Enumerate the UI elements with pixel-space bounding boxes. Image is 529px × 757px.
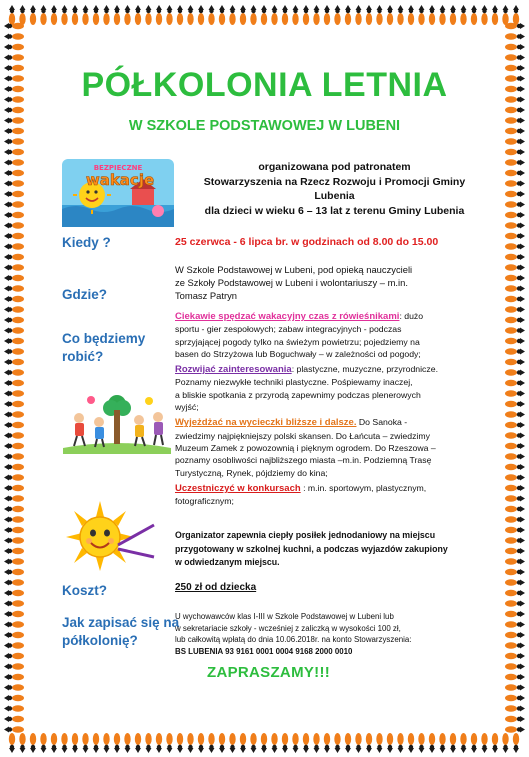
border-motif [366,733,372,753]
border-motif [145,733,151,753]
border-motif [40,733,46,753]
border-motif [51,5,57,25]
border-motif [502,733,508,753]
border-motif [271,5,277,25]
border-motif [4,138,24,144]
border-motif [229,733,235,753]
border-motif [505,705,525,711]
activity-text: sportu - gier zespołowych; zabaw integracyjnych - podczas [175,324,402,335]
border-motif [505,180,525,186]
border-motif [4,23,24,29]
border-motif [4,621,24,627]
border-motif [4,590,24,596]
border-motif [324,733,330,753]
border-motif [250,5,256,25]
border-motif [505,306,525,312]
border-motif [61,5,67,25]
border-motif [418,5,424,25]
border-motif [103,733,109,753]
border-motif [4,401,24,407]
border-motif [4,233,24,239]
border-motif [460,733,466,753]
border-motif [30,5,36,25]
border-motif [505,506,525,512]
border-motif [505,380,525,386]
border-motif [261,5,267,25]
border-motif [4,306,24,312]
border-motif [505,569,525,575]
border-motif [505,390,525,396]
border-motif [505,537,525,543]
activity-text: Poznamy niezwykłe techniki plastyczne. Pośpiewamy inaczej, [175,377,413,388]
border-motif [145,5,151,25]
border-motif [4,495,24,501]
border-motif [271,733,277,753]
border-motif [4,327,24,333]
border-motif [505,579,525,585]
border-motif [505,243,525,249]
border-motif [505,474,525,480]
question-how [62,614,179,650]
activity-text: fotograficznym; [175,496,234,507]
border-motif [505,222,525,228]
border-motif [505,726,525,732]
border-motif [450,733,456,753]
border-motif [240,5,246,25]
border-motif [208,5,214,25]
border-motif [177,733,183,753]
organizer-line: w odwiedzanym miejscu. [175,557,280,567]
border-motif [505,590,525,596]
intro-line: Lubenia [314,190,355,202]
border-motif [505,611,525,617]
border-motif [376,5,382,25]
activity-text: : m.in. sportowym, plastycznym, [300,482,427,493]
border-motif [198,733,204,753]
border-motif [505,464,525,470]
border-motif [505,485,525,491]
border-motif [4,191,24,197]
border-motif [166,5,172,25]
question-how-line: półkolonię? [62,633,138,648]
border-motif [4,369,24,375]
border-motif [366,5,372,25]
border-motif [51,733,57,753]
border-motif [492,733,498,753]
border-motif [229,5,235,25]
border-motif [505,23,525,29]
border-motif [261,733,267,753]
border-motif [4,222,24,228]
question-what-line: Co będziemy [62,331,146,346]
where-block [175,263,495,302]
border-motif [471,5,477,25]
border-motif [4,705,24,711]
activity-text: Do Sanoka - [356,417,408,428]
intro-line: Stowarzyszenia na Rzecz Rozwoju i Promocji Gminy [203,175,466,188]
border-motif [4,54,24,60]
border-motif [505,548,525,554]
border-motif [4,579,24,585]
border-motif [505,495,525,501]
page-title: PÓŁKOLONIA LETNIA [81,66,448,104]
intro-line: organizowana pod patronatem [258,161,411,173]
border-motif [9,5,15,25]
border-motif [9,733,15,753]
border-motif [345,733,351,753]
border-motif [219,5,225,25]
border-motif [505,558,525,564]
border-motif [505,327,525,333]
border-motif [4,317,24,323]
border-motif [4,474,24,480]
border-motif [4,243,24,249]
activity-heading: Uczestniczyć w konkursach [175,482,301,494]
border-motif [4,674,24,680]
border-motif [4,684,24,690]
border-motif [505,443,525,449]
activities-block [175,310,495,507]
border-motif [4,569,24,575]
question-what [62,330,145,366]
border-bottom [9,733,519,753]
closing-text: ZAPRASZAMY!!! [207,664,331,681]
border-motif [124,5,130,25]
border-motif [166,733,172,753]
border-motif [124,733,130,753]
activity-text: : plastyczne, muzyczne, przyrodnicze. [291,364,438,375]
border-motif [240,733,246,753]
border-motif [505,432,525,438]
border-motif [4,642,24,648]
border-motif [505,359,525,365]
border-motif [502,5,508,25]
where-line: W Szkole Podstawowej w Lubeni, pod opieką nauczycieli [175,264,413,275]
activity-text: sprzyjającej pogody tylko na świeżym powietrzu; pojedziemy na [175,336,420,347]
border-motif [4,285,24,291]
border-motif [505,275,525,281]
border-motif [303,733,309,753]
question-how-line: Jak zapisać się na [62,615,180,630]
question-when: Kiedy ? [62,235,111,250]
border-motif [4,149,24,155]
border-motif [505,212,525,218]
border-motif [505,422,525,428]
border-motif [505,233,525,239]
children-playing-image [63,392,171,454]
border-motif [505,201,525,207]
border-motif [187,733,193,753]
border-motif [4,296,24,302]
border-motif [4,558,24,564]
border-motif [4,264,24,270]
border-motif [505,695,525,701]
border-motif [4,726,24,732]
border-motif [4,653,24,659]
border-motif [505,600,525,606]
border-motif [40,5,46,25]
border-motif [505,264,525,270]
border-motif [481,733,487,753]
border-motif [114,733,120,753]
border-motif [376,733,382,753]
activity-text: Turystyczną, Rynek, pójdziemy do kina; [175,467,328,478]
border-motif [4,695,24,701]
border-motif [345,5,351,25]
border-motif [505,663,525,669]
border-motif [505,401,525,407]
border-motif [505,621,525,627]
border-motif [72,5,78,25]
border-motif [387,733,393,753]
border-motif [4,359,24,365]
border-motif [4,338,24,344]
question-what-line: robić? [62,349,104,364]
border-motif [505,453,525,459]
border-motif [505,716,525,722]
border-motif [198,5,204,25]
organizer-line: Organizator zapewnia ciepły posiłek jednodaniowy na miejscu [175,530,436,540]
border-motif [114,5,120,25]
border-motif [505,674,525,680]
activity-text: basen do Strzyżowa lub Boguchwały – w zależności od pogody; [175,348,421,359]
border-motif [334,5,340,25]
border-motif [313,5,319,25]
question-where: Gdzie? [62,287,108,302]
border-motif [219,733,225,753]
border-motif [4,548,24,554]
border-motif [505,642,525,648]
border-motif [505,159,525,165]
border-motif [103,5,109,25]
border-motif [292,5,298,25]
border-motif [505,149,525,155]
border-motif [93,733,99,753]
signup-block [175,611,493,657]
border-motif [397,733,403,753]
border-motif [30,733,36,753]
border-motif [505,107,525,113]
border-motif [505,317,525,323]
border-motif [4,380,24,386]
price-text: 250 zł od dziecka [175,582,257,593]
border-motif [4,348,24,354]
border-motif [4,443,24,449]
border-motif [4,411,24,417]
border-motif [4,632,24,638]
border-motif [408,5,414,25]
border-motif [4,107,24,113]
organizer-line: przygotowany w szkolnej kuchni, a podczas wyjazdów zakupiony [175,543,448,554]
svg-text:BEZPIECZNE: BEZPIECZNE [93,164,143,172]
page-subtitle: W SZKOLE PODSTAWOWEJ W LUBENI [128,118,401,134]
border-motif [4,485,24,491]
border-motif [439,5,445,25]
border-motif [19,5,25,25]
signup-line: w sekretariacie szkoły - wcześniej z zaliczką w wysokości 100 zł, [175,623,401,633]
border-motif [505,44,525,50]
border-motif [4,159,24,165]
border-motif [4,453,24,459]
where-line: Tomasz Patryn [175,290,237,301]
border-motif [355,5,361,25]
question-cost: Koszt? [62,583,107,598]
border-motif [4,716,24,722]
border-motif [505,191,525,197]
border-motif [135,5,141,25]
border-motif [4,663,24,669]
border-motif [439,733,445,753]
activity-text: zwiedzimy najpiękniejszy polski skansen. Do Łańcuta – zwiedzimy [175,430,430,441]
border-motif [4,390,24,396]
border-motif [82,733,88,753]
border-motif [334,733,340,753]
border-motif [156,733,162,753]
border-motif [418,733,424,753]
border-motif [4,422,24,428]
activity-text: poznamy osobliwości najbliższego miasta –m.in. Podziemną Trasę [175,455,432,466]
activity-heading: Rozwijać zainteresowania [175,364,292,376]
border-motif [4,170,24,176]
border-motif [505,33,525,39]
border-motif [313,733,319,753]
border-motif [4,201,24,207]
border-motif [292,733,298,753]
dates-text: 25 czerwca - 6 lipca br. w godzinach od 8.00 do 15.00 [175,236,439,248]
border-motif [460,5,466,25]
border-motif [4,212,24,218]
signup-line: U wychowawców klas I-III w Szkole Podstawowej w Lubeni lub [175,612,394,621]
border-motif [505,516,525,522]
border-motif [505,632,525,638]
wakacje-logo-image [62,159,174,227]
border-motif [187,5,193,25]
activity-heading: Ciekawie spędzać wakacyjny czas z rówieśnikami [175,311,400,322]
border-motif [19,733,25,753]
border-motif [303,5,309,25]
border-motif [505,527,525,533]
border-motif [387,5,393,25]
where-line: ze Szkoły Podstawowej w Lubeni i wolontariuszy – m.in. [175,277,408,288]
border-motif [505,285,525,291]
intro-block [172,160,497,218]
border-motif [324,5,330,25]
border-motif [250,733,256,753]
border-motif [4,611,24,617]
border-motif [4,432,24,438]
border-motif [177,5,183,25]
activity-text: : dużo [399,311,424,321]
border-motif [355,733,361,753]
border-motif [4,254,24,260]
signup-line: lub całkowitą wpłatą do dnia 10.06.2018r. na konto Stowarzyszenia: [175,635,412,645]
border-motif [156,5,162,25]
border-motif [208,733,214,753]
border-motif [429,733,435,753]
border-motif [481,5,487,25]
activity-text: wyjść; [175,402,199,413]
border-motif [4,275,24,281]
border-motif [282,5,288,25]
border-motif [505,348,525,354]
border-motif [505,369,525,375]
border-motif [505,296,525,302]
border-motif [4,537,24,543]
border-motif [429,5,435,25]
border-motif [505,653,525,659]
border-motif [513,5,519,25]
border-motif [492,5,498,25]
organizer-block [175,529,493,570]
border-motif [505,684,525,690]
border-motif [82,5,88,25]
border-motif [282,733,288,753]
border-motif [4,33,24,39]
border-top [9,5,519,25]
smiling-sun-icon [62,499,157,574]
border-motif [505,54,525,60]
border-motif [513,733,519,753]
border-motif [4,180,24,186]
border-motif [4,44,24,50]
border-motif [4,600,24,606]
border-motif [505,338,525,344]
border-motif [505,254,525,260]
signup-line: BS LUBENIA 93 9161 0001 0004 9168 2000 0010 [175,646,353,656]
wakacje-logo-text: wakacje [85,171,155,189]
border-motif [505,138,525,144]
border-motif [450,5,456,25]
border-motif [4,527,24,533]
border-motif [4,506,24,512]
activity-text: a bliskie spotkania z przyrodą zapewnimy podczas plenerowych [175,389,421,400]
border-motif [4,464,24,470]
border-motif [505,170,525,176]
border-motif [408,733,414,753]
intro-line: dla dzieci w wieku 6 – 13 lat z terenu Gminy Lubenia [204,204,465,217]
border-motif [471,733,477,753]
border-motif [72,733,78,753]
activity-text: Muzeum Zamek z powozownią i pięknym ogrodem. Do Rzeszowa – [175,442,436,453]
border-motif [135,733,141,753]
activity-heading: Wyjeżdżać na wycieczki bliższe i dalsze. [175,417,357,429]
border-motif [61,733,67,753]
border-motif [93,5,99,25]
border-motif [4,516,24,522]
border-motif [505,411,525,417]
border-motif [397,5,403,25]
